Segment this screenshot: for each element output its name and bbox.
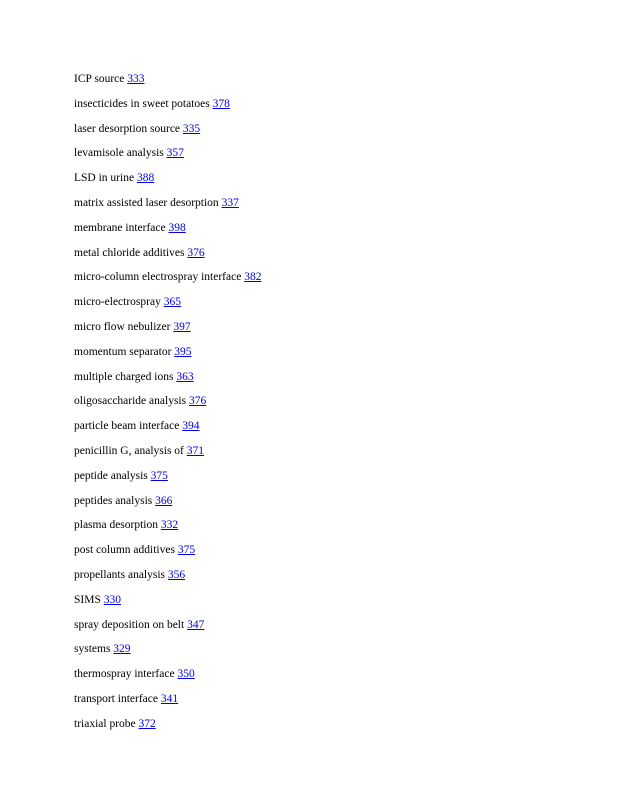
index-term: micro-electrospray	[74, 296, 161, 309]
page-link[interactable]: 350	[177, 668, 195, 681]
page-link[interactable]: 398	[168, 221, 186, 234]
index-term: membrane interface	[74, 221, 166, 234]
index-term: particle beam interface	[74, 420, 180, 433]
page-link[interactable]: 376	[188, 395, 207, 408]
index-term: plasma desorption	[74, 519, 158, 532]
page-link[interactable]: 341	[160, 692, 179, 705]
page-link[interactable]: 335	[182, 122, 201, 135]
index-entry	[74, 219, 261, 244]
index-entry	[74, 293, 261, 318]
page-link[interactable]: 357	[166, 147, 184, 160]
index-entry	[74, 194, 261, 219]
index-term: LSD in urine	[74, 172, 135, 185]
page-link[interactable]: 394	[182, 420, 200, 433]
page-link[interactable]: 332	[160, 519, 179, 532]
index-term: levamisole analysis	[74, 147, 164, 160]
page-link[interactable]: 329	[113, 643, 131, 656]
index-entry	[74, 591, 261, 616]
index-term: momentum separator	[74, 345, 172, 358]
index-term: penicillin G, analysis of	[74, 444, 184, 457]
page-link[interactable]: 378	[212, 97, 230, 110]
index-entry	[74, 95, 261, 120]
index-entry	[74, 715, 261, 740]
index-term: post column additives	[74, 544, 175, 557]
index-entry	[74, 690, 261, 715]
page-link[interactable]: 376	[187, 246, 205, 259]
page-link[interactable]: 395	[174, 345, 192, 358]
page-link[interactable]: 382	[244, 271, 262, 284]
page-link[interactable]: 337	[221, 196, 239, 209]
index-term: SIMS	[74, 593, 101, 606]
index-entry	[74, 541, 261, 566]
page-link[interactable]: 330	[103, 593, 121, 606]
index-term: propellants analysis	[74, 568, 166, 581]
page-link[interactable]: 372	[138, 717, 156, 730]
index-term: micro-column electrospray interface	[74, 271, 242, 284]
index-term: peptides analysis	[74, 494, 153, 507]
index-entry	[74, 616, 261, 641]
index-list	[74, 70, 261, 740]
index-entry	[74, 392, 261, 417]
index-term: micro flow nebulizer	[74, 320, 171, 333]
index-entry	[74, 120, 261, 145]
index-term: laser desorption source	[74, 122, 181, 135]
index-term: multiple charged ions	[74, 370, 174, 383]
index-term: insecticides in sweet potatoes	[74, 97, 210, 110]
index-entry	[74, 492, 261, 517]
index-term: oligosaccharide analysis	[74, 395, 187, 408]
page-link[interactable]: 375	[177, 544, 196, 557]
index-entry	[74, 516, 261, 541]
page-link[interactable]: 366	[155, 494, 173, 507]
index-term: metal chloride additives	[74, 246, 185, 259]
index-entry	[74, 70, 261, 95]
index-entry	[74, 244, 261, 269]
index-entry	[74, 318, 261, 343]
index-entry	[74, 343, 261, 368]
index-term: thermospray interface	[74, 668, 175, 681]
index-entry	[74, 268, 261, 293]
index-entry	[74, 467, 261, 492]
index-term: spray deposition on belt	[74, 618, 185, 631]
page-link[interactable]: 333	[127, 73, 145, 85]
index-entry	[74, 417, 261, 442]
index-entry	[74, 144, 261, 169]
index-term: transport interface	[74, 692, 158, 705]
index-term: peptide analysis	[74, 469, 148, 482]
page-link[interactable]: 371	[186, 444, 204, 457]
index-entry	[74, 640, 261, 665]
index-term: triaxial probe	[74, 717, 136, 730]
page-link[interactable]: 365	[163, 296, 181, 309]
index-term: ICP source	[74, 73, 125, 85]
page-link[interactable]: 397	[173, 320, 191, 333]
index-entry	[74, 566, 261, 591]
index-term: systems	[74, 643, 111, 656]
page-link[interactable]: 363	[176, 370, 194, 383]
index-entry	[74, 665, 261, 690]
page-link[interactable]: 388	[136, 172, 155, 185]
page-link[interactable]: 375	[150, 469, 168, 482]
page-link[interactable]: 347	[187, 618, 205, 631]
index-entry	[74, 368, 261, 393]
index-term: matrix assisted laser desorption	[74, 196, 219, 209]
page-link[interactable]: 356	[167, 568, 186, 581]
index-entry	[74, 442, 261, 467]
index-entry	[74, 169, 261, 194]
